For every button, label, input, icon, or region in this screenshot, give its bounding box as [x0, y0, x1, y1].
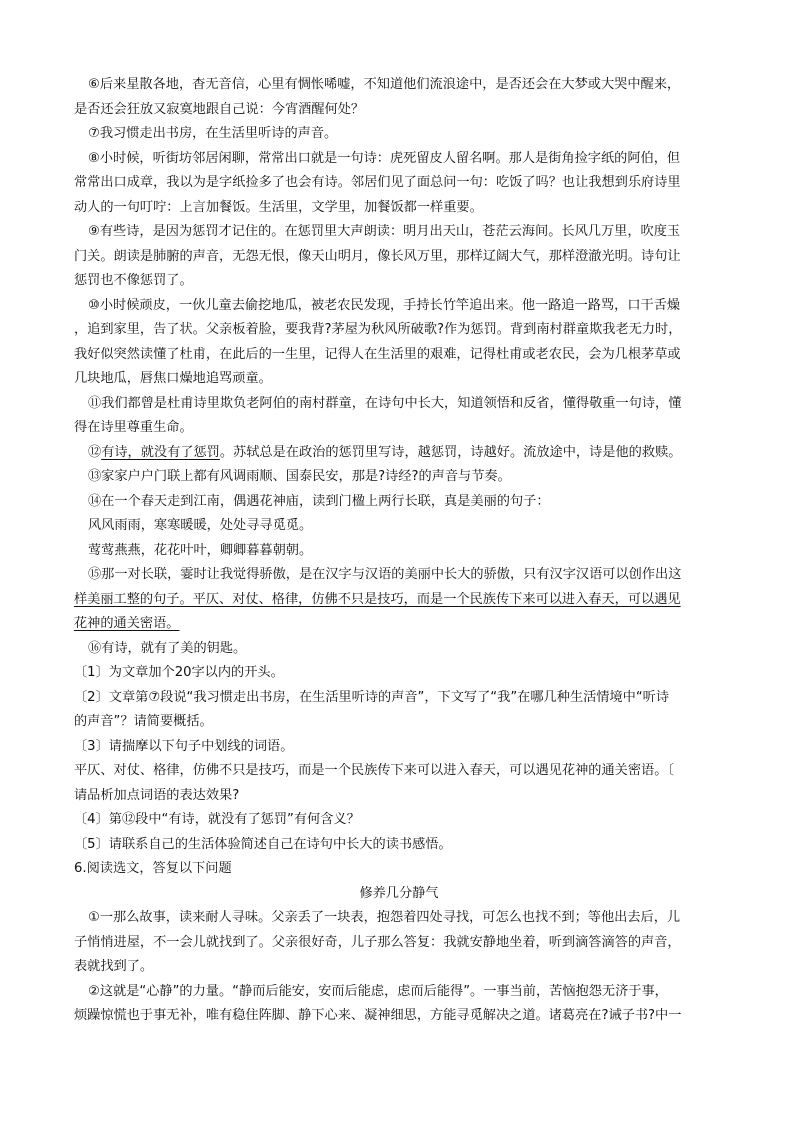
question-4: 〔4〕第⑫段中“有诗，就没有了惩罚”有何含义？ — [74, 812, 360, 827]
para-10-line-2: ，追到家里，告了状。父亲板着脸，要我背?茅屋为秋风所破歌?作为惩罚。背到南村群童欺我老无力时， — [74, 322, 682, 337]
para-11-line-1: ⑪我们都曾是杜甫诗里欺负老阿伯的南村群童，在诗句中长大，知道领悟和反省，懂得敬重一句诗，懂 — [88, 395, 682, 411]
para-8-line-2: 常常出口成章，我以为是字纸捡多了也会有诗。邻居们见了面总问一句：吃饭了吗？也让我想到乐府诗里 — [74, 175, 681, 190]
couplet-line-1: 风风雨雨，寒寒暖暖，处处寻寻觅觅。 — [88, 518, 313, 533]
para-15-underlined-line-2: 样美丽工整的句子。平仄、对仗、格律，仿佛不只是技巧，而是一个民族传下来可以进入春天，可以遇见 — [74, 591, 681, 607]
para-7: ⑦我习惯走出书房，在生活里听诗的声音。 — [88, 126, 338, 141]
para-11-line-2: 得在诗里尊重生命。 — [74, 420, 193, 435]
para-9-line-3: 惩罚也不像惩罚了。 — [74, 273, 193, 288]
para-15-underlined-line-3: 花神的通关密语。 — [74, 616, 180, 631]
document-body — [74, 73, 724, 1029]
para-15-line-2 — [74, 588, 724, 613]
passage-title: 修养几分静气 — [359, 885, 439, 901]
passage-para-2-line-1: ②这就是“心静”的力量。“静而后能安，安而后能虑，虑而后能得”。一事当前，苦恼抱怨无济于事， — [88, 983, 668, 999]
passage-para-2-line-2: 烦躁惊慌也于事无补，唯有稳住阵脚、静下心来、凝神细思，方能寻觅解决之道。诸葛亮在?诫子书?中一 — [74, 1008, 682, 1023]
para-12-rest: 。苏轼总是在政治的惩罚里写诗，越惩罚，诗越好。流放途中，诗是他的救赎。 — [219, 444, 682, 460]
couplet-line-2: 莺莺燕燕，花花叶叶，卿卿暮暮朝朝。 — [88, 542, 313, 558]
passage-para-1-line-1: ①一那么故事，读来耐人寻味。父亲丢了一块表，抱怨着四处寻找，可怎么也找不到；等他出去后，儿 — [88, 910, 681, 925]
para-9-line-1: ⑨有些诗，是因为惩罚才记住的。在惩罚里大声朗读：明月出天山，苍茫云海间。长风几万里，吹度玉 — [88, 224, 681, 239]
para-14: ⑭在一个春天走到江南，偶遇花神庙，读到门楹上两行长联，真是美丽的句子： — [88, 493, 550, 509]
question-2-line-1: 〔2〕文章第⑦段说“我习惯走出书房，在生活里听诗的声音”，下文写了“我”在哪几种生活情境中“听诗 — [74, 689, 670, 705]
para-6-line-1: ⑥后来星散各地，杳无音信，心里有惆怅唏嘘，不知道他们流浪途中，是否还会在大梦或大哭中醒来， — [88, 77, 681, 92]
question-3-prompt: 请品析加点词语的表达效果? — [74, 787, 240, 803]
para-12-underlined-sentence: 有诗，就没有了惩罚 — [101, 444, 220, 460]
section-6-heading: 6.阅读选文，答复以下问题 — [74, 861, 232, 876]
para-16: ⑯有诗，就有了美的钥匙。 — [88, 640, 247, 656]
question-3-quote: 平仄、对仗、格律，仿佛不只是技巧，而是一个民族传下来可以进入春天，可以遇见花神的通关密语。〔 — [74, 763, 675, 778]
para-10-line-3: 我好似突然读懂了杜甫，在此后的一生里，记得人在生活里的艰难，记得杜甫或老农民，会为几根茅草或 — [74, 346, 681, 362]
para-10-line-1: ⑩小时候顽皮，一伙儿童去偷挖地瓜，被老农民发现，手持长竹竿追出来。他一路追一路骂，口干舌燥 — [88, 297, 681, 313]
para-6-line-2: 是否还会狂放又寂寞地跟自己说：今宵酒醒何处？ — [74, 101, 365, 117]
para-9-line-2: 门关。朗读是肺腑的声音，无怨无恨，像天山明月，像长风万里，那样辽阔大气，那样澄澈光明。诗句让 — [74, 248, 681, 264]
passage-para-1-line-2: 子悄悄进屋，不一会儿就找到了。父亲很好奇，儿子那么答复：我就安静地坐着，听到滴答滴答的声音， — [74, 934, 681, 950]
para-12-number: ⑫ — [88, 444, 102, 460]
passage-para-1-line-3: 表就找到了。 — [74, 959, 154, 974]
para-10-line-4: 几块地瓜，唇焦口燥地追骂顽童。 — [74, 371, 272, 386]
para-12 — [74, 441, 724, 466]
para-15-line-3 — [74, 612, 724, 637]
para-8-line-1: ⑧小时候，听街坊邻居闲聊，常常出口就是一句诗：虎死留皮人留名啊。那人是街角捡字纸的阿伯，但 — [88, 150, 681, 166]
para-15-line-1: ⑮那一对长联，霎时让我觉得骄傲，是在汉字与汉语的美丽中长大的骄傲，只有汉字汉语可以创作出这 — [88, 567, 682, 582]
para-13: ⑬家家户户门联上都有风调雨顺、国泰民安，那是?诗经?的声音与节奏。 — [88, 469, 511, 484]
question-3: 〔3〕请揣摩以下句子中划线的词语。 — [74, 738, 294, 754]
question-1: 〔1〕为文章加个20字以内的开头。 — [74, 665, 284, 680]
para-8-line-3: 动人的一句叮咛：上言加餐饭。生活里，文学里，加餐饭都一样重要。 — [74, 199, 483, 215]
question-2-line-2: 的声音”？请简要概括。 — [74, 714, 213, 729]
question-5: 〔5〕请联系自己的生活体验简述自己在诗句中长大的读书感悟。 — [74, 836, 452, 852]
